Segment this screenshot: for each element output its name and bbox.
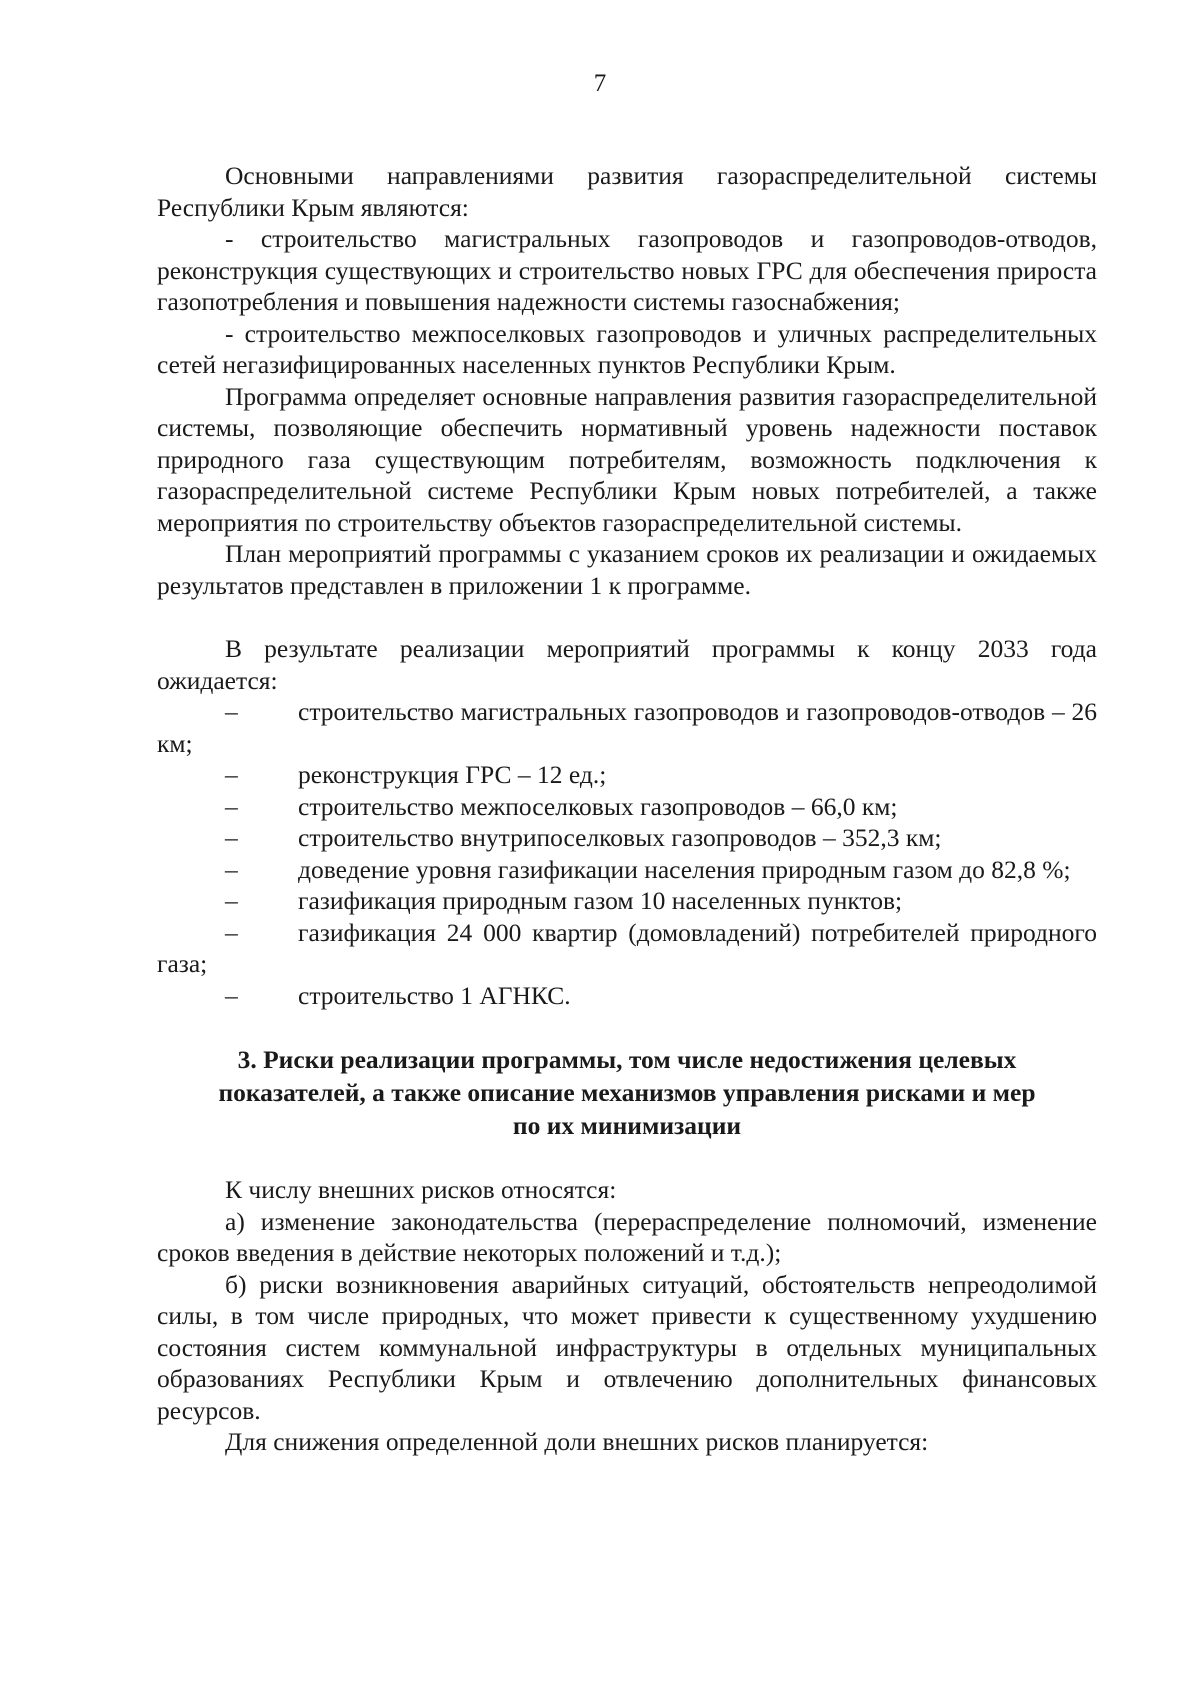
list-item <box>157 791 1097 823</box>
list-item <box>157 980 1097 1012</box>
section-heading-line: по их минимизации <box>512 1111 742 1140</box>
paragraph: План мероприятий программы с указанием сроков их реализации и ожидаемых результатов представлен в приложении 1 к программе. <box>157 539 1097 600</box>
results-list <box>157 696 1097 1011</box>
list-item-text: реконструкция ГРС – 12 ед.; <box>298 760 607 789</box>
list-item-text: строительство межпоселковых газопроводов – 66,0 км; <box>298 791 898 821</box>
section-heading <box>157 1043 1097 1142</box>
paragraph: Для снижения определенной доли внешних рисков планируется: <box>225 1427 929 1456</box>
list-item-text: доведение уровня газификации населения природным газом до 82,8 %; <box>298 854 1071 884</box>
list-item-text: газификация природным газом 10 населенных пунктов; <box>298 886 903 915</box>
list-item <box>157 759 1097 791</box>
list-item-text: газификация 24 000 квартир (домовладений) потребителей природного газа; <box>157 917 1097 978</box>
section-heading-line: 3. Риски реализации программы, том числе недостижения целевых <box>237 1045 1017 1074</box>
list-item-text: строительство внутрипоселковых газопроводов – 352,3 км; <box>298 823 942 852</box>
list-dash: – <box>225 980 238 1010</box>
paragraph: Основными направлениями развития газораспределительной системы Республики Крым являются: <box>157 161 1097 222</box>
page-body <box>157 160 1097 1458</box>
paragraph: б) риски возникновения аварийных ситуаций, обстоятельств непреодолимой силы, в том числе природных, что может привести к существенному ухудшению состояния систем коммунальной инфраструктуры в отдельных муниципальных образованиях Республики Крым и отвлечению дополнительных финансовых ресурсов. <box>157 1269 1097 1425</box>
list-item-text: строительство магистральных газопроводов и газопроводов-отводов – 26 км; <box>157 697 1097 758</box>
paragraph: К числу внешних рисков относятся: <box>225 1175 617 1204</box>
paragraph: - строительство межпоселковых газопроводов и уличных распределительных сетей негазифицированных населенных пунктов Республики Крым. <box>157 318 1097 379</box>
list-dash: – <box>225 697 238 726</box>
list-item <box>157 917 1097 980</box>
spacer <box>157 1142 1097 1174</box>
paragraph: Программа определяет основные направления развития газораспределительной системы, позволяющие обеспечить нормативный уровень надежности поставок природного газа существующим потребителям, возможность подключения к газораспределительной системе Республики Крым новых потребителей, а также мероприятия по строительству объектов газораспределительной системы. <box>157 381 1097 537</box>
page-number: 7 <box>593 70 607 97</box>
list-dash: – <box>225 917 238 947</box>
section-heading-line: показателей, а также описание механизмов управления рисками и мер <box>218 1078 1036 1107</box>
list-item <box>157 885 1097 917</box>
spacer <box>157 1011 1097 1043</box>
list-dash: – <box>225 886 238 915</box>
paragraph: - строительство магистральных газопроводов и газопроводов-отводов, реконструкция существующих и строительство новых ГРС для обеспечения прироста газопотребления и повышения надежности системы газоснабжения; <box>157 224 1097 316</box>
paragraph: а) изменение законодательства (перераспределение полномочий, изменение сроков введения в действие некоторых положений и т.д.); <box>157 1206 1097 1267</box>
list-dash: – <box>225 854 238 884</box>
list-item-text: строительство 1 АГНКС. <box>298 980 571 1010</box>
list-item <box>157 822 1097 854</box>
results-intro: В результате реализации мероприятий программы к концу 2033 года ожидается: <box>157 634 1097 695</box>
list-dash: – <box>225 791 238 821</box>
spacer <box>157 601 1097 633</box>
list-dash: – <box>225 823 238 852</box>
list-dash: – <box>225 760 238 789</box>
list-item <box>157 696 1097 759</box>
list-item <box>157 854 1097 886</box>
